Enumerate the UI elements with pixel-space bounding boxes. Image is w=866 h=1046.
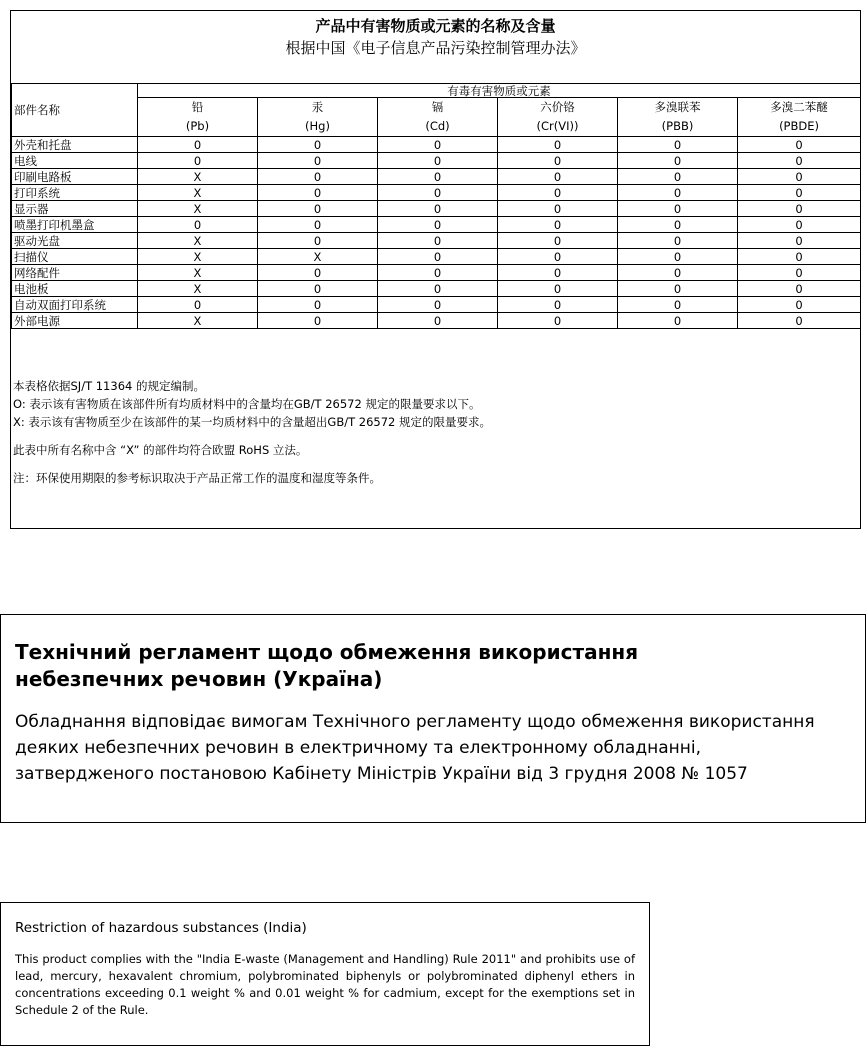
substance-symbol: (Hg) [258, 116, 378, 137]
ukraine-section [0, 614, 866, 823]
table-row [12, 281, 861, 297]
substance-value-cell: 0 [378, 185, 498, 201]
substance-value-cell: 0 [258, 217, 378, 233]
substance-value-cell: 0 [498, 153, 618, 169]
substance-name: 铅 [138, 98, 258, 117]
ukraine-body-line: деяких небезпечних речовин в електричному та електронному обладнанні, [15, 738, 701, 758]
substance-value-cell: 0 [498, 313, 618, 329]
substance-value-cell: 0 [738, 281, 861, 297]
substance-value-cell: 0 [258, 169, 378, 185]
substance-value-cell: 0 [618, 297, 738, 313]
ukraine-title [15, 639, 835, 693]
part-name-cell: 驱动光盘 [12, 233, 138, 249]
substance-name: 多溴二苯醚 [738, 98, 861, 117]
substance-value-cell: 0 [618, 137, 738, 153]
substance-name: 多溴联苯 [618, 98, 738, 117]
substance-value-cell: 0 [498, 169, 618, 185]
substance-value-cell: 0 [618, 169, 738, 185]
table-row [12, 153, 861, 169]
substance-value-cell: 0 [258, 233, 378, 249]
substance-value-cell: 0 [378, 201, 498, 217]
note-x-meaning: X: 表示该有害物质至少在该部件的某一均质材料中的含量超出GB/T 26572 规定的限量要求。 [13, 415, 491, 429]
substance-value-cell: 0 [258, 297, 378, 313]
substance-value-cell: 0 [738, 185, 861, 201]
part-name-cell: 电池板 [12, 281, 138, 297]
substance-value-cell: 0 [498, 265, 618, 281]
substance-value-cell: 0 [618, 249, 738, 265]
table-row [12, 297, 861, 313]
substance-value-cell: 0 [498, 217, 618, 233]
substance-value-cell: 0 [738, 217, 861, 233]
substance-value-cell: 0 [258, 313, 378, 329]
part-name-cell: 外部电源 [12, 313, 138, 329]
substance-table [11, 83, 861, 329]
note-o-meaning: O: 表示该有害物质在该部件所有均质材料中的含量均在GB/T 26572 规定的限量要求以下。 [13, 397, 481, 411]
substance-value-cell: 0 [258, 265, 378, 281]
substance-value-cell: 0 [618, 313, 738, 329]
part-name-cell: 打印系统 [12, 185, 138, 201]
part-name-cell: 显示器 [12, 201, 138, 217]
substance-value-cell: 0 [738, 249, 861, 265]
substance-value-cell: X [138, 169, 258, 185]
india-section [0, 902, 650, 1046]
substance-value-cell: X [138, 185, 258, 201]
substance-value-cell: 0 [378, 313, 498, 329]
india-body: This product complies with the "India E-waste (Management and Handling) Rule 2011" and prohibits use of lead, mercury, hexavalent chromium, polybrominated biphenyls or polybrominated diphenyl ethers in concentrations exceeding 0.1 weight % and 0.01 weight % for cadmium, except for the exemptions set in Schedule 2 of the Rule. [15, 952, 635, 1017]
substance-symbol-row [12, 116, 861, 137]
part-name-cell: 扫描仪 [12, 249, 138, 265]
substance-value-cell: 0 [618, 201, 738, 217]
part-name-cell: 电线 [12, 153, 138, 169]
substance-name: 镉 [378, 98, 498, 117]
part-name-cell: 喷墨打印机墨盒 [12, 217, 138, 233]
substance-value-cell: 0 [618, 233, 738, 249]
substance-value-cell: 0 [378, 233, 498, 249]
substance-name-row [12, 98, 861, 117]
substance-value-cell: 0 [378, 265, 498, 281]
substance-value-cell: 0 [378, 169, 498, 185]
substance-value-cell: X [138, 201, 258, 217]
substance-group-header: 有毒有害物质或元素 [138, 84, 861, 98]
note-standard: 本表格依据SJ/T 11364 的规定编制。 [13, 379, 205, 393]
substance-value-cell: 0 [378, 137, 498, 153]
part-name-header: 部件名称 [12, 84, 138, 137]
substance-value-cell: 0 [498, 201, 618, 217]
substance-symbol: (Cd) [378, 116, 498, 137]
china-rohs-section [10, 10, 861, 529]
substance-value-cell: 0 [378, 153, 498, 169]
note-efup: 注：环保使用期限的参考标识取决于产品正常工作的温度和湿度等条件。 [13, 471, 381, 485]
substance-value-cell: 0 [738, 297, 861, 313]
note-eu-rohs: 此表中所有名称中含 “X” 的部件均符合欧盟 RoHS 立法。 [13, 443, 308, 457]
substance-value-cell: 0 [738, 169, 861, 185]
substance-symbol: (PBDE) [738, 116, 861, 137]
substance-value-cell: X [138, 233, 258, 249]
substance-symbol: (Pb) [138, 116, 258, 137]
substance-value-cell: 0 [498, 137, 618, 153]
substance-value-cell: 0 [258, 201, 378, 217]
china-notes [13, 377, 491, 487]
substance-value-cell: 0 [378, 281, 498, 297]
substance-value-cell: 0 [738, 265, 861, 281]
substance-table-body [12, 137, 861, 329]
china-subtitle: 根据中国《电子信息产品污染控制管理办法》 [285, 39, 586, 57]
substance-value-cell: X [138, 249, 258, 265]
substance-value-cell: 0 [138, 137, 258, 153]
substance-symbol: (PBB) [618, 116, 738, 137]
table-row [12, 137, 861, 153]
ukraine-title-line: небезпечних речовин (Україна) [15, 667, 383, 691]
substance-value-cell: X [138, 265, 258, 281]
table-row [12, 313, 861, 329]
substance-value-cell: 0 [738, 233, 861, 249]
substance-value-cell: 0 [378, 297, 498, 313]
substance-value-cell: 0 [618, 185, 738, 201]
substance-value-cell: 0 [498, 185, 618, 201]
substance-value-cell: 0 [138, 217, 258, 233]
substance-value-cell: X [138, 313, 258, 329]
substance-value-cell: 0 [258, 185, 378, 201]
table-row [12, 201, 861, 217]
substance-value-cell: 0 [498, 249, 618, 265]
substance-value-cell: 0 [138, 153, 258, 169]
ukraine-body [15, 709, 855, 787]
table-row [12, 185, 861, 201]
table-row [12, 217, 861, 233]
substance-value-cell: 0 [378, 249, 498, 265]
part-name-cell: 网络配件 [12, 265, 138, 281]
ukraine-title-line: Технічний регламент щодо обмеження використання [15, 640, 639, 664]
ukraine-body-line: затвердженого постановою Кабінету Міністрів України від 3 грудня 2008 № 1057 [15, 764, 748, 784]
substance-name: 六价铬 [498, 98, 618, 117]
substance-value-cell: 0 [138, 297, 258, 313]
substance-value-cell: 0 [738, 137, 861, 153]
substance-value-cell: 0 [738, 201, 861, 217]
substance-value-cell: 0 [258, 281, 378, 297]
substance-value-cell: 0 [498, 297, 618, 313]
substance-value-cell: 0 [258, 153, 378, 169]
substance-value-cell: 0 [498, 281, 618, 297]
table-row [12, 249, 861, 265]
substance-value-cell: X [138, 281, 258, 297]
table-row [12, 233, 861, 249]
part-name-cell: 自动双面打印系统 [12, 297, 138, 313]
substance-symbol: (Cr(VI)) [498, 116, 618, 137]
table-row [12, 169, 861, 185]
substance-value-cell: 0 [378, 217, 498, 233]
substance-value-cell: 0 [618, 281, 738, 297]
part-name-cell: 外壳和托盘 [12, 137, 138, 153]
substance-value-cell: 0 [738, 313, 861, 329]
substance-value-cell: 0 [618, 153, 738, 169]
substance-value-cell: 0 [738, 153, 861, 169]
part-name-cell: 印刷电路板 [12, 169, 138, 185]
substance-value-cell: X [258, 249, 378, 265]
substance-name: 汞 [258, 98, 378, 117]
ukraine-body-line: Обладнання відповідає вимогам Технічного регламенту щодо обмеження використання [15, 712, 815, 732]
substance-value-cell: 0 [498, 233, 618, 249]
table-row [12, 265, 861, 281]
substance-value-cell: 0 [258, 137, 378, 153]
china-title: 产品中有害物质或元素的名称及含量 [315, 17, 556, 35]
substance-value-cell: 0 [618, 217, 738, 233]
substance-value-cell: 0 [618, 265, 738, 281]
india-title: Restriction of hazardous substances (India) [15, 920, 307, 936]
